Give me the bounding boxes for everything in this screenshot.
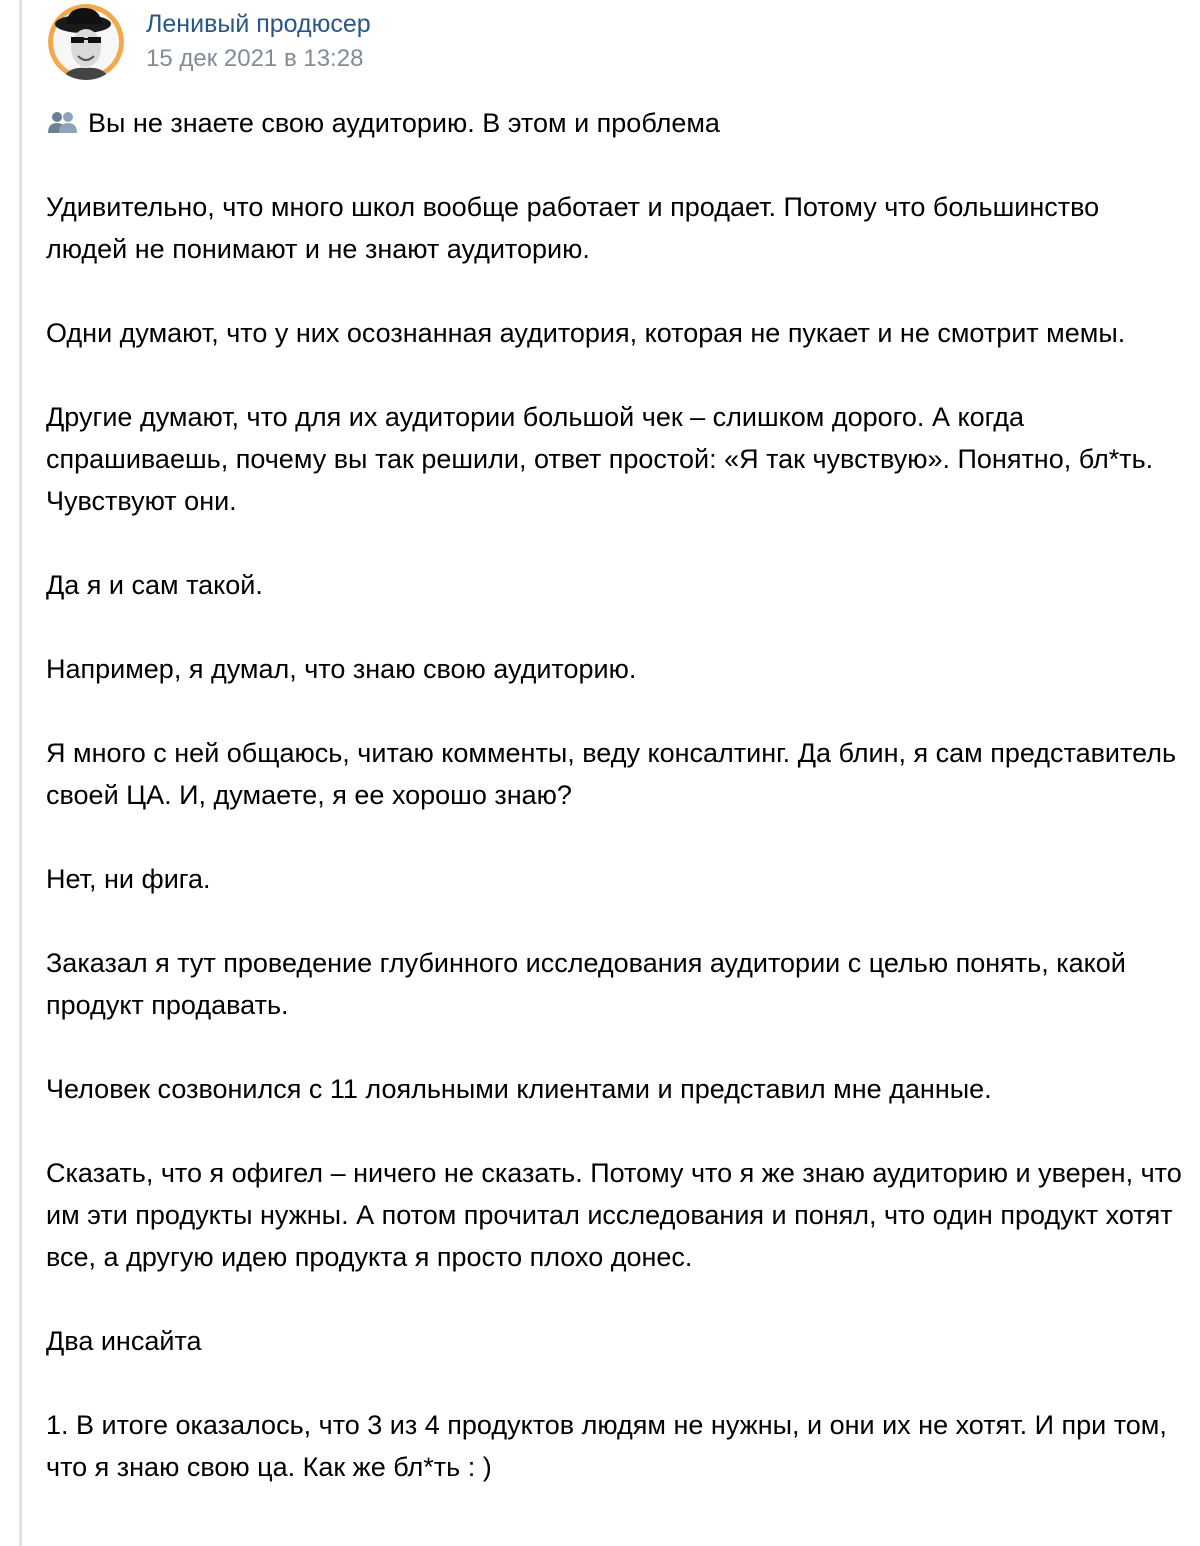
post-paragraph: Удивительно, что много школ вообще работает и продает. Потому что большинство людей не понимают и не знают аудиторию. (46, 192, 1100, 264)
avatar-image (48, 4, 124, 80)
post-paragraph: Нет, ни фига. (46, 864, 211, 894)
post-date[interactable]: 15 дек 2021 в 13:28 (146, 45, 364, 72)
post-left-rule (19, 0, 22, 1546)
post-paragraph-title (46, 102, 1186, 144)
post-title: Вы не знаете свою аудиторию. В этом и проблема (88, 108, 720, 138)
post-paragraph: Да я и сам такой. (46, 570, 263, 600)
people-silhouette-icon (46, 105, 78, 131)
post-text (46, 102, 1186, 1530)
post-paragraph: Заказал я тут проведение глубинного исследования аудитории с целью понять, какой продукт продавать. (46, 948, 1126, 1020)
post-paragraph: Одни думают, что у них осознанная аудитория, которая не пукает и не смотрит мемы. (46, 318, 1126, 348)
post (46, 0, 1186, 1482)
author-name[interactable]: Ленивый продюсер (146, 10, 371, 38)
author-avatar[interactable] (48, 4, 124, 80)
post-paragraph: Два инсайта (46, 1326, 202, 1356)
post-paragraph: Например, я думал, что знаю свою аудиторию. (46, 654, 637, 684)
post-header (46, 0, 1186, 90)
post-paragraph: Другие думают, что для их аудитории большой чек – слишком дорого. А когда спрашиваешь, почему вы так решили, ответ простой: «Я так чувствую». Понятно, бл*ть. Чувствуют они. (46, 402, 1154, 516)
post-paragraph: Я много с ней общаюсь, читаю комменты, веду консалтинг. Да блин, я сам представитель своей ЦА. И, думаете, я ее хорошо знаю? (46, 738, 1177, 810)
post-paragraph: 1. В итоге оказалось, что 3 из 4 продуктов людям не нужны, и они их не хотят. И при том, что я знаю свою ца. Как же бл*ть : ) (46, 1410, 1167, 1482)
post-paragraph: Сказать, что я офигел – ничего не сказать. Потому что я же знаю аудиторию и уверен, что им эти продукты нужны. А потом прочитал исследования и понял, что один продукт хотят все, а другую идею продукта я просто плохо донес. (46, 1158, 1182, 1272)
post-paragraph: Человек созвонился с 11 лояльными клиентами и представил мне данные. (46, 1074, 992, 1104)
